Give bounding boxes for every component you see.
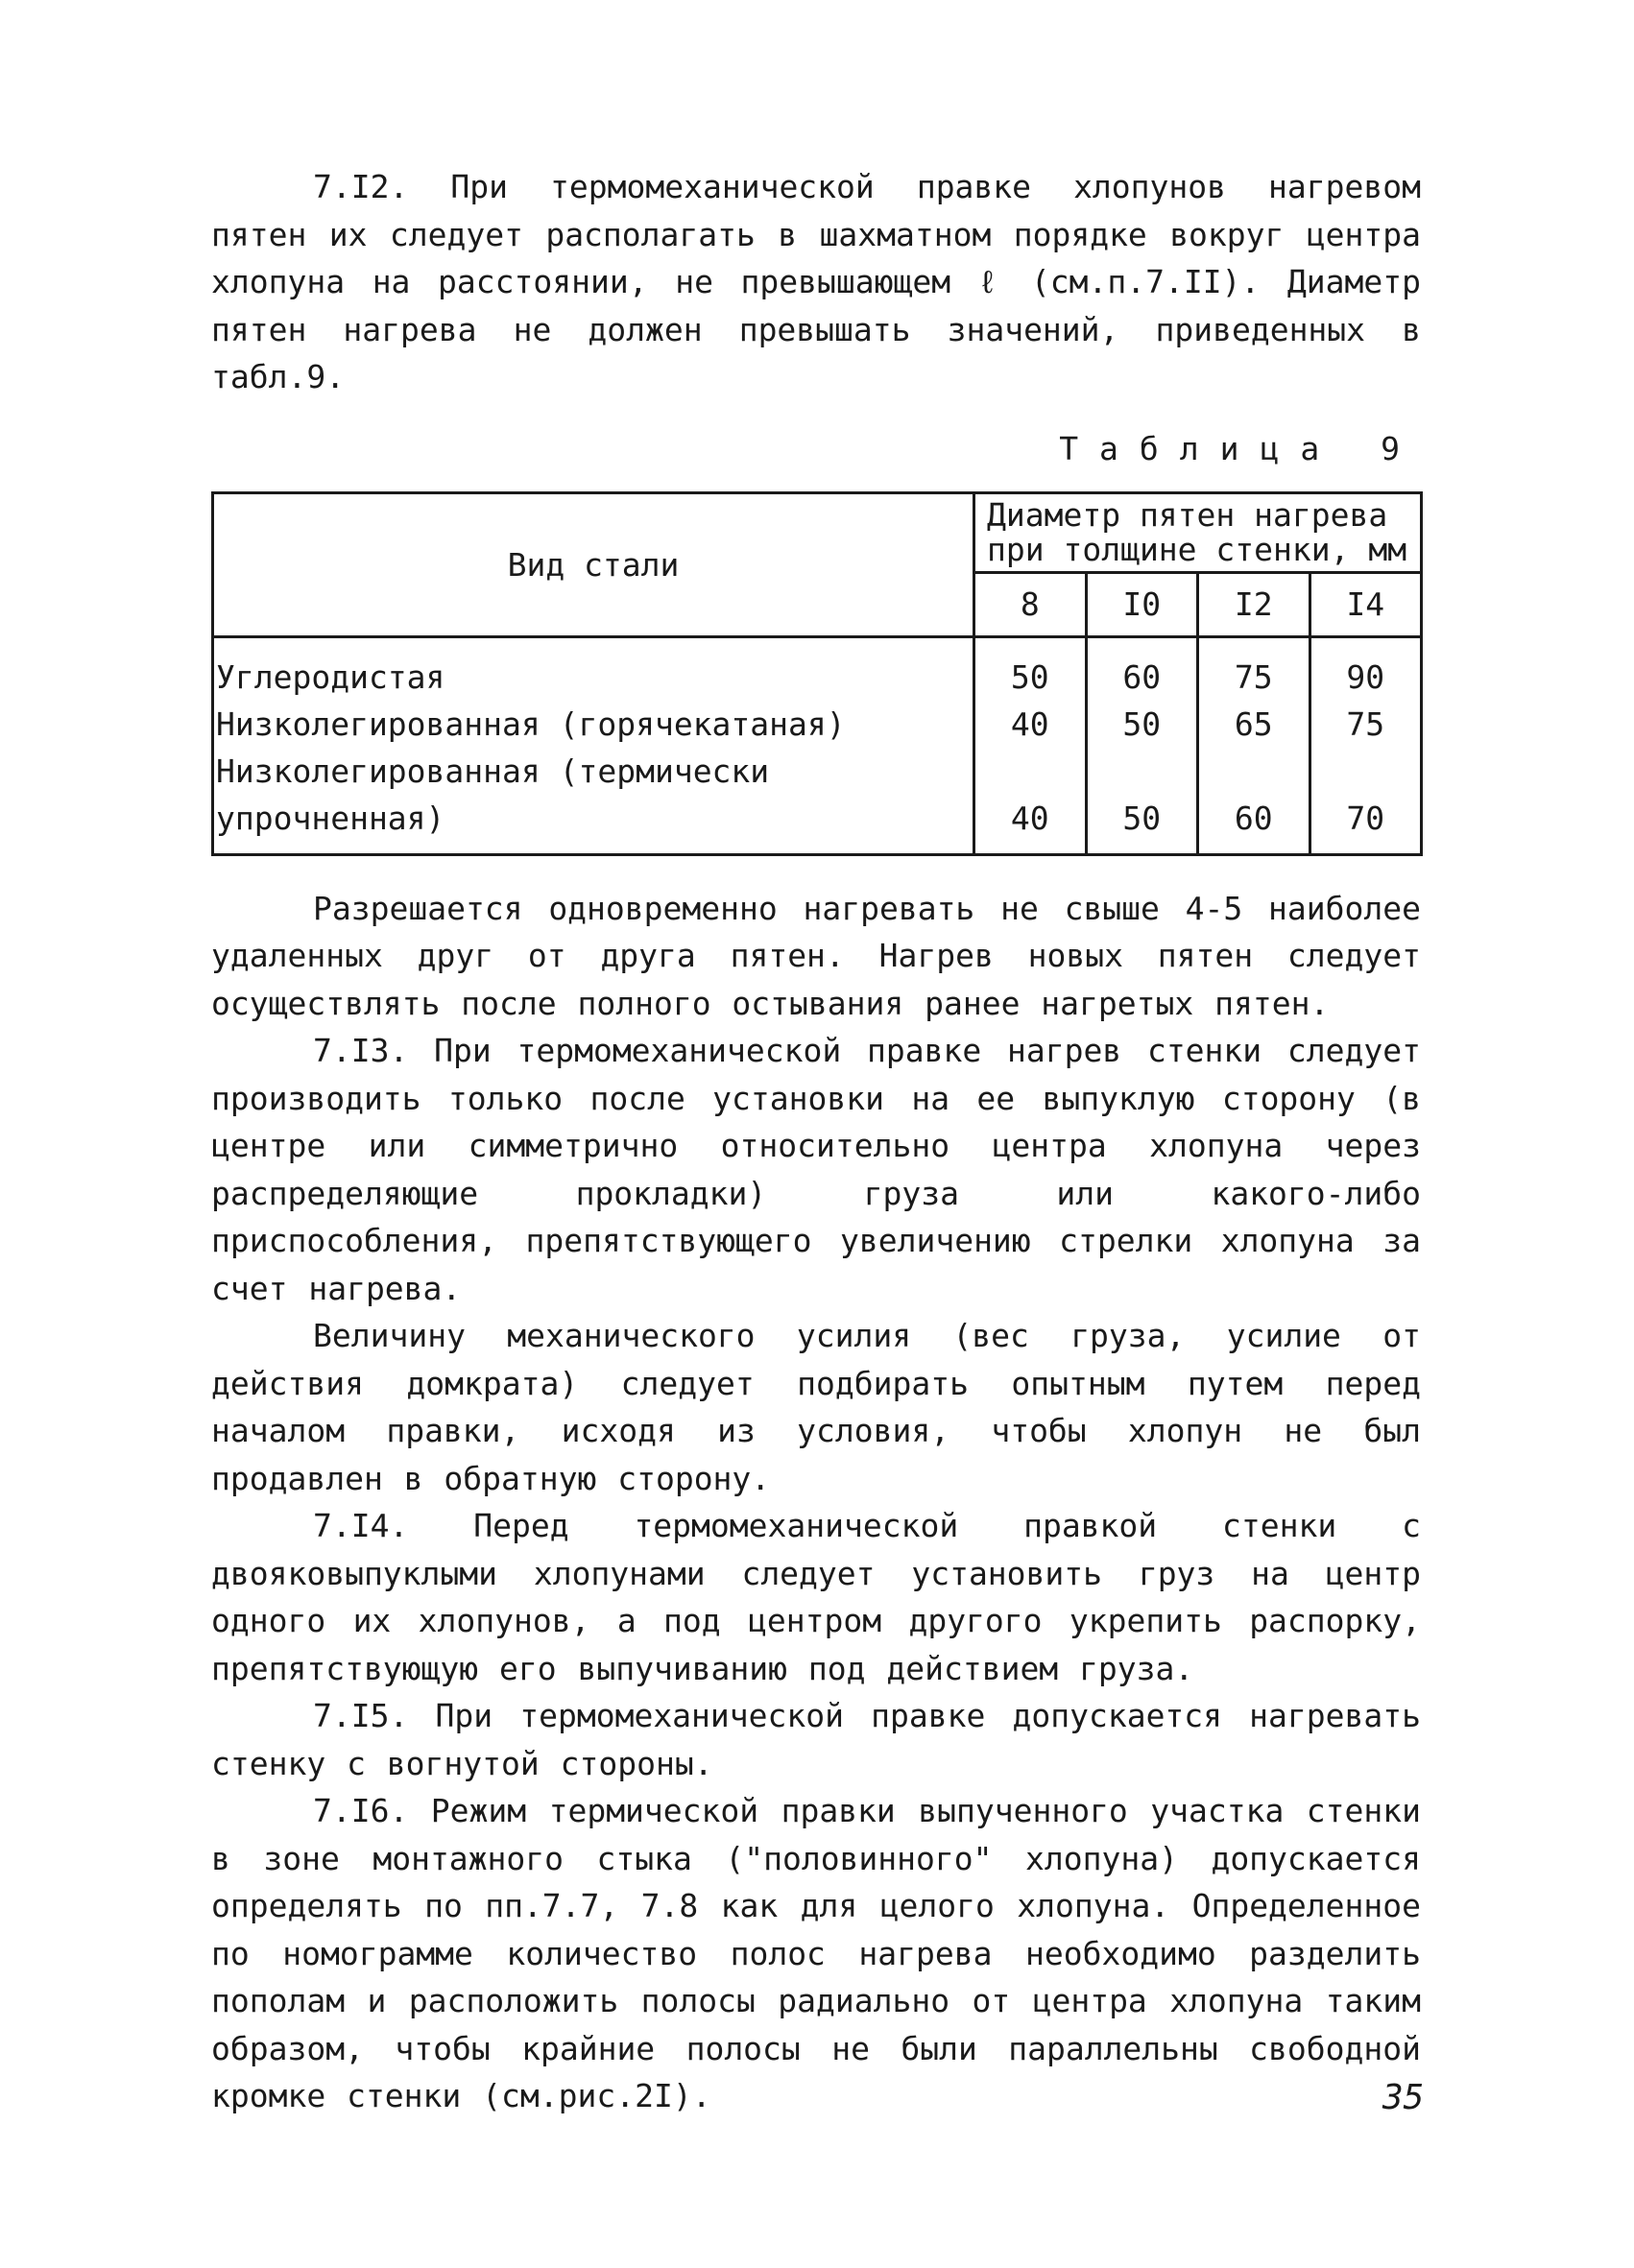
steel-heating-table (211, 491, 1423, 856)
document-page (211, 163, 1421, 2120)
paragraph-7-12: 7.I2. При термомеханической правке хлопунов нагревом пятен их следует располагать в шахматном порядке вокруг центра хлопуна на расстоянии, не превышающем ℓ (см.п.7.II). Диаметр пятен нагрева не должен превышать значений, приведенных в табл.9. (211, 168, 1421, 395)
row-value: 70 (1310, 748, 1422, 855)
row-value: 60 (1086, 636, 1198, 701)
row-value: 75 (1310, 701, 1422, 748)
row-value: 60 (1198, 748, 1310, 855)
header-thickness-14: I4 (1310, 572, 1422, 636)
table-row (213, 748, 1422, 855)
table-caption: Таблица 9 (1059, 429, 1421, 467)
row-steel-name: Низколегированная (термически упрочненная) (213, 748, 974, 855)
row-steel-name: Углеродистая (213, 636, 974, 701)
row-value: 75 (1198, 636, 1310, 701)
paragraph-heating-limit: Разрешается одновременно нагревать не свыше 4-5 наиболее удаленных друг от друга пятен. Нагрев новых пятен следует осуществлять после полного остывания ранее нагретых пятен. (211, 889, 1421, 1022)
row-value: 50 (974, 636, 1087, 701)
row-steel-name: Низколегированная (горячекатаная) (213, 701, 974, 748)
table-row (213, 701, 1422, 748)
table-row (213, 636, 1422, 701)
header-thickness-12: I2 (1198, 572, 1310, 636)
paragraph-7-16: 7.I6. Режим термической правки выпученного участка стенки в зоне монтажного стыка ("половинного" хлопуна) допускается определять по пп.7.7, 7.8 как для целого хлопуна. Определенное по номограмме количество полос нагрева необходимо разделить пополам и расположить полосы радиально от центра хлопуна таким образом, чтобы крайние полосы не были параллельны свободной кромке стенки (см.рис.2I). (211, 1792, 1421, 2114)
paragraph-mechanical-force: Величину механического усилия (вес груза, усилие от действия домкрата) следует подбирать опытным путем перед началом правки, исходя из условия, чтобы хлопун не был продавлен в обратную сторону. (211, 1317, 1421, 1497)
header-steel-kind: Вид стали (213, 492, 974, 636)
row-value: 40 (974, 748, 1087, 855)
paragraph-7-15: 7.I5. При термомеханической правке допускается нагревать стенку с вогнутой стороны. (211, 1697, 1421, 1782)
row-value: 40 (974, 701, 1087, 748)
header-thickness-10: I0 (1086, 572, 1198, 636)
header-thickness-8: 8 (974, 572, 1087, 636)
row-value: 50 (1086, 701, 1198, 748)
body-text (211, 885, 1421, 2120)
row-value: 90 (1310, 636, 1422, 701)
header-spot-diameter: Диаметр пятен нагрева при толщине стенки, мм (974, 492, 1422, 572)
paragraph-7-14: 7.I4. Перед термомеханической правкой стенки с двояковыпуклыми хлопунами следует установить груз на центр одного их хлопунов, а под центром другого укрепить распорку, препятствующую его выпучиванию под действием груза. (211, 1507, 1421, 1687)
row-value: 65 (1198, 701, 1310, 748)
page-number: 35 (1382, 2078, 1425, 2117)
row-value: 50 (1086, 748, 1198, 855)
paragraph-7-13: 7.I3. При термомеханической правке нагрев стенки следует производить только после установки на ее выпуклую сторону (в центре или симметрично относительно центра хлопуна через распределяющие прокладки) груза или какого-либо приспособления, препятствующего увеличению стрелки хлопуна за счет нагрева. (211, 1032, 1421, 1307)
